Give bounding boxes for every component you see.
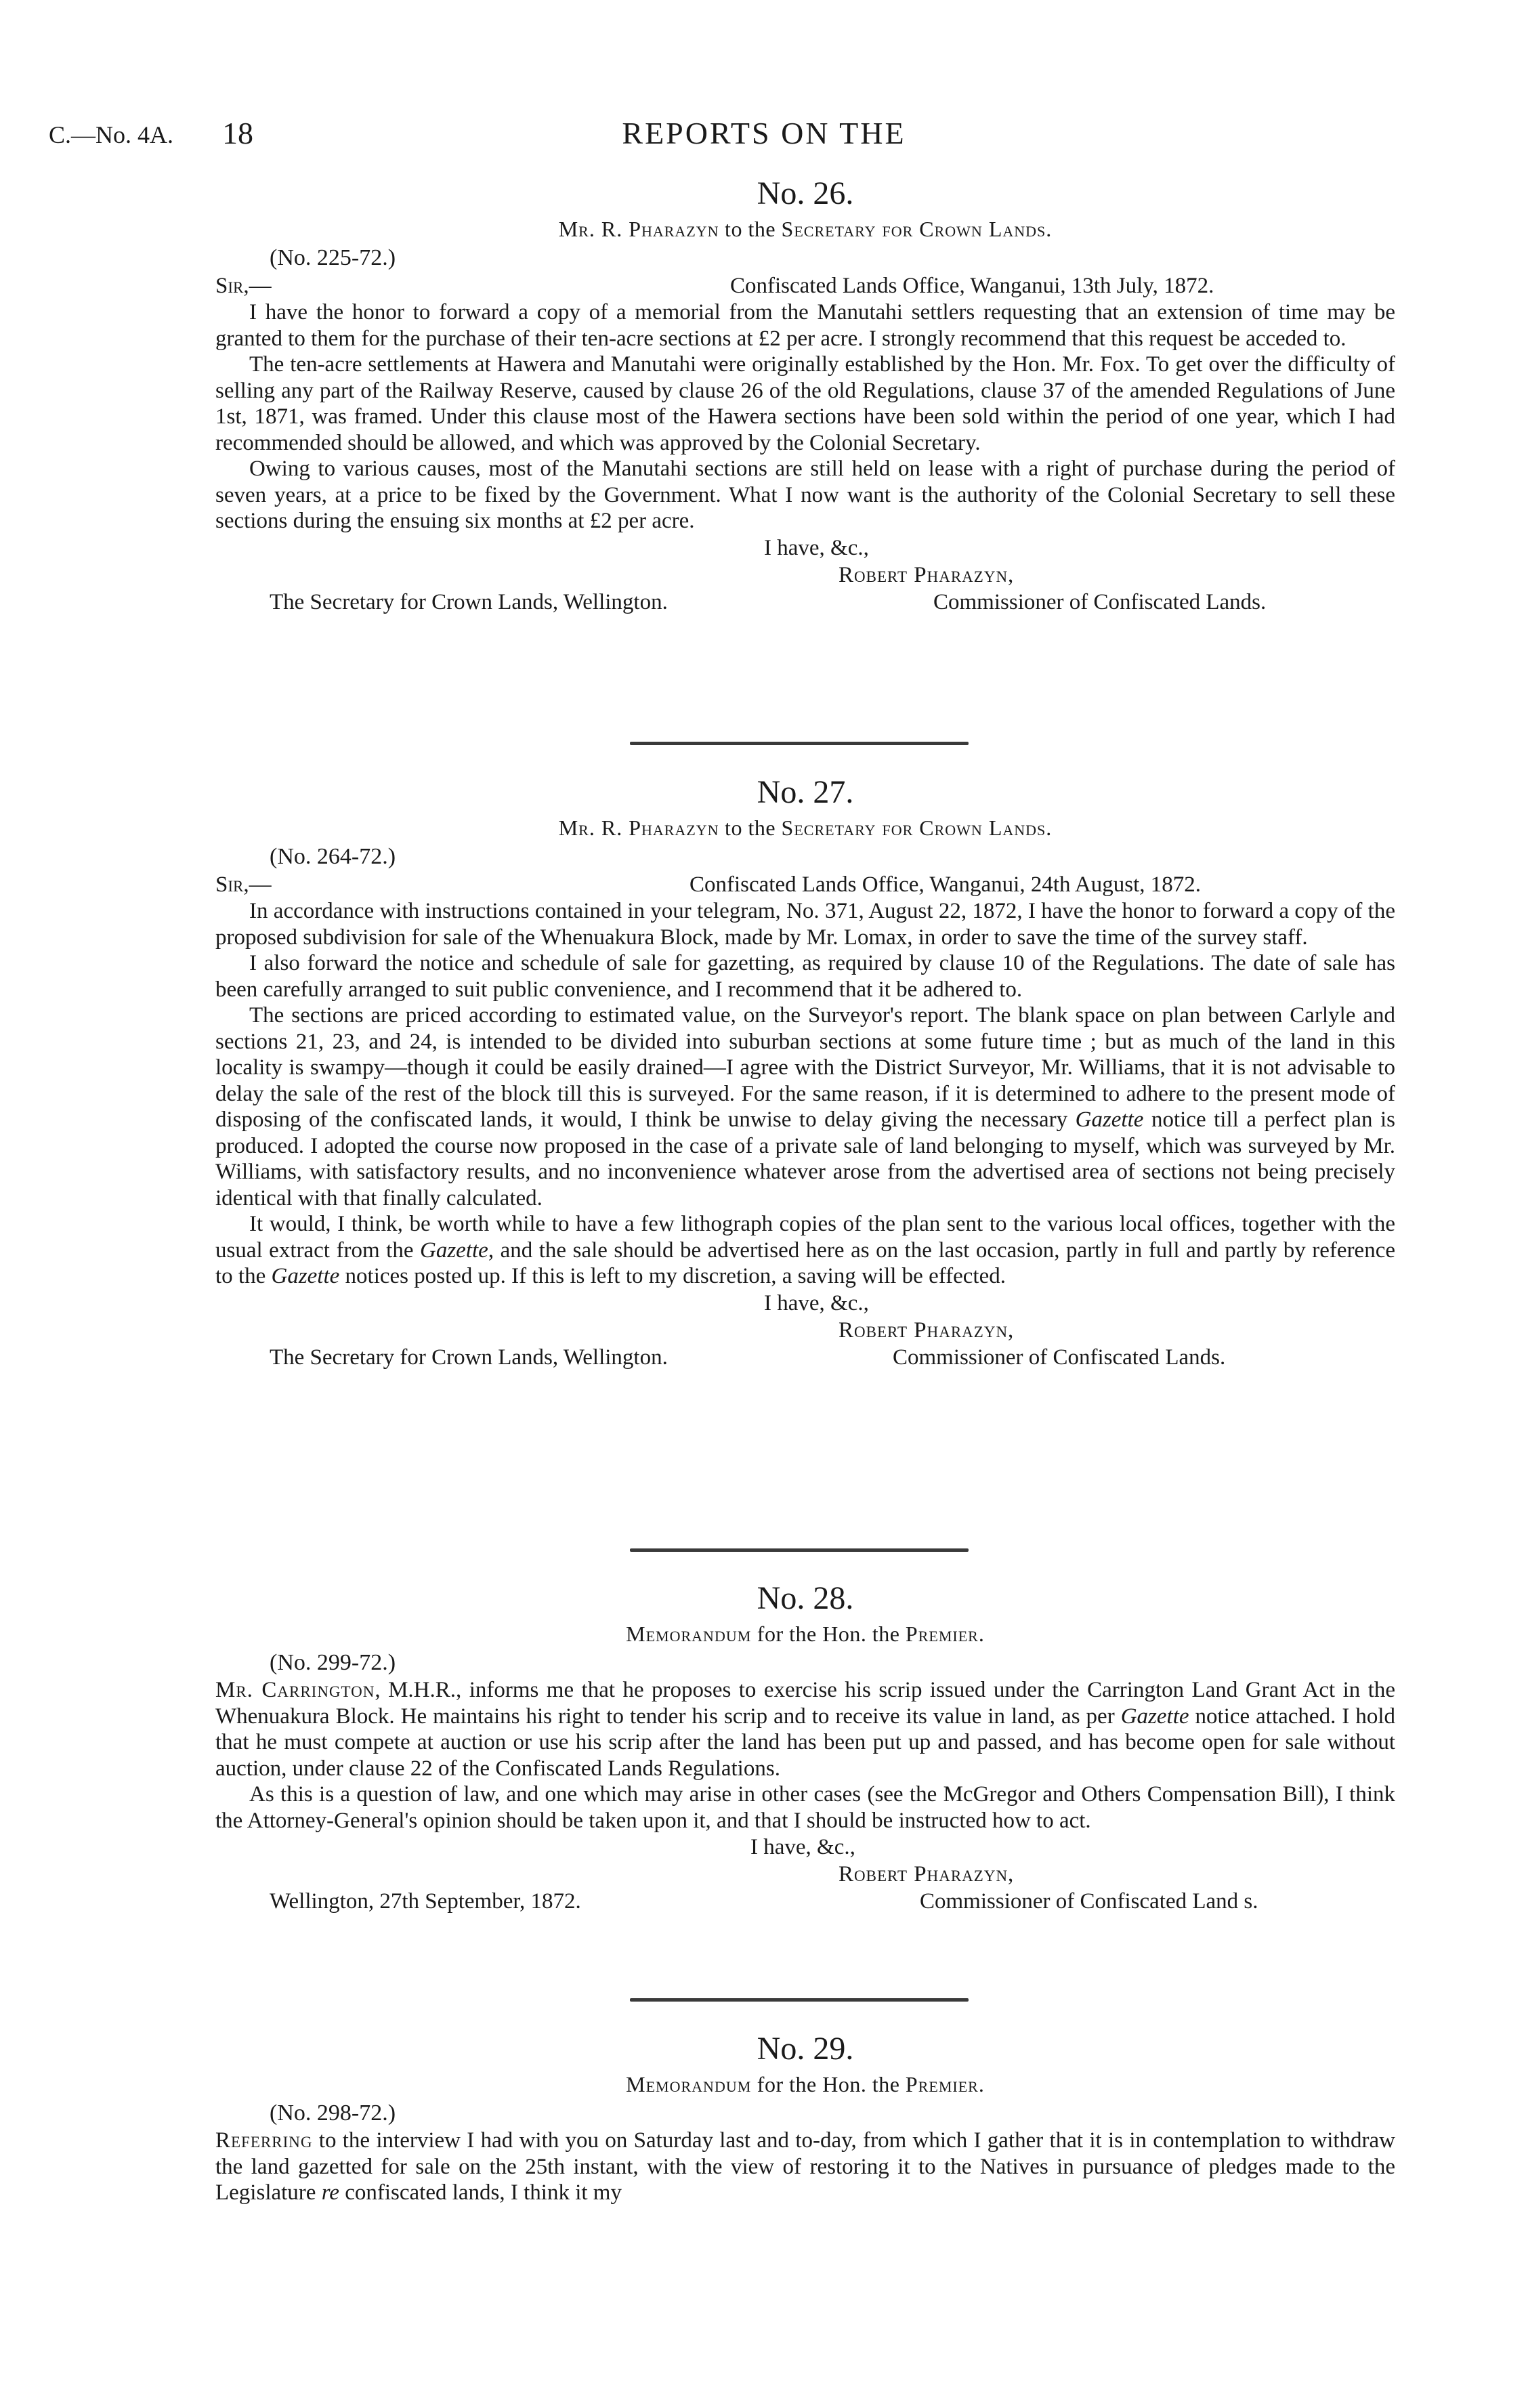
closing: I have, &c., <box>764 1290 869 1315</box>
letter-27 <box>215 772 1395 1371</box>
paragraph <box>215 1677 1395 1781</box>
letter-subtitle: Mr. R. Pharazyn to the Secretary for Crown Lands. <box>558 816 1053 840</box>
paragraph-text: Mr. Carrington, M.H.R., informs me that he proposes to exercise his scrip issued under the Carrington Land Grant Act in the Whenuakura Block. He maintains his right to tender his scrip and to receive its value in land, as per Gazette notice attached. I hold that he must compete at auction or use his scrip after the land has been put up and passed, and has become open for sale without auction, under clause 22 of the Confiscated Lands Regulations. <box>215 1678 1396 1781</box>
paragraph-text: The sections are priced according to estimated value, on the Surveyor's report. The blank space on plan between Carlyle and sections 21, 23, and 24, is intended to be divided into suburban sections at some future time ; but as much of the land in this locality is swampy—though it could be easily drained—I agree with the District Surveyor, Mr. Williams, that it is not advisable to delay the sale of the rest of the block till this is surveyed. For the same reason, if it is determined to adhere to the present mode of disposing of the confiscated lands, it would, I think be unwise to delay giving the necessary Gazette notice till a perfect plan is produced. I adopted the course now proposed in the case of a private sale of land belonging to myself, which was surveyed by Mr. Williams, with satisfactory results, and no inconvenience whatever arose from the advertised area of sections not being precisely identical with that finally calculated. <box>215 1003 1395 1210</box>
page-number: 18 <box>222 116 253 150</box>
addressee: Wellington, 27th September, 1872. <box>270 1889 581 1914</box>
letter-number: No. 27. <box>757 774 854 810</box>
dateline: Confiscated Lands Office, Wanganui, 24th August, 1872. <box>689 872 1202 897</box>
addressee: The Secretary for Crown Lands, Wellington. <box>270 1345 668 1370</box>
paragraph <box>215 1002 1395 1211</box>
section-divider <box>630 1548 969 1552</box>
letter-number: No. 29. <box>757 2031 854 2067</box>
signer-title: Commissioner of Confiscated Lands. <box>893 1345 1226 1370</box>
letter-subtitle: Memorandum for the Hon. the Premier. <box>626 1622 985 1646</box>
letter-subtitle: Mr. R. Pharazyn to the Secretary for Crown Lands. <box>558 217 1053 241</box>
paragraph: Owing to various causes, most of the Manutahi sections are still held on lease with a right of purchase during the period of seven years, at a price to be fixed by the Government. What I now want is the authority of the Colonial Secretary to sell these sections during the ensuing six months at £2 per acre. <box>215 457 1395 533</box>
signer-name: Robert Pharazyn, <box>839 562 1015 587</box>
signature-block <box>215 1290 1395 1371</box>
signature-block <box>215 1834 1395 1915</box>
closing: I have, &c., <box>764 535 869 560</box>
paragraph <box>215 1211 1395 1290</box>
letter-number: No. 28. <box>757 1580 854 1616</box>
paragraph: The ten-acre settlements at Hawera and Manutahi were originally established by the Hon. Mr. Fox. To get over the difficulty of selling any part of the Railway Reserve, caused by clause 26 of the old Regulations, clause 37 of the amended Regulations of June 1st, 1871, was framed. Under this clause most of the Hawera sections have been sold within the period of one year, which I had recommended should be allowed, and which was approved by the Colonial Secretary. <box>215 352 1395 455</box>
letter-number: No. 26. <box>757 175 854 211</box>
paragraph: In accordance with instructions contained in your telegram, No. 371, August 22, 1872, I have the honor to forward a copy of the proposed subdivision for sale of the Whenuakura Block, made by Mr. Lomax, in order to save the time of the survey staff. <box>215 899 1395 950</box>
letter-reference: (No. 264-72.) <box>270 844 396 869</box>
dateline: Confiscated Lands Office, Wanganui, 13th July, 1872. <box>730 274 1214 298</box>
paragraph: I also forward the notice and schedule of sale for gazetting, as required by clause 10 of the Regulations. The date of sale has been carefully arranged to suit public convenience, and I recommend that it be adhered to. <box>215 951 1395 1002</box>
paragraph: I have the honor to forward a copy of a memorial from the Manutahi settlers requesting that an extension of time may be granted to them for the purchase of their ten-acre sections at £2 per acre. I strongly recommend that this request be acceded to. <box>215 300 1395 351</box>
paragraph <box>215 2128 1395 2206</box>
salutation-line <box>215 871 1395 898</box>
letter-subtitle: Memorandum for the Hon. the Premier. <box>626 2072 985 2096</box>
signer-title: Commissioner of Confiscated Lands. <box>933 589 1267 614</box>
addressee: The Secretary for Crown Lands, Wellington. <box>270 589 668 614</box>
signer-title: Commissioner of Confiscated Land s. <box>920 1889 1258 1914</box>
memorandum-29 <box>215 2029 1395 2206</box>
letter-reference: (No. 225-72.) <box>270 245 396 270</box>
signer-name: Robert Pharazyn, <box>839 1862 1015 1886</box>
salutation: Sir,— <box>215 274 272 298</box>
letter-reference: (No. 299-72.) <box>270 1650 396 1675</box>
paragraph-text: Referring to the interview I had with you on Saturday last and to-day, from which I gather that it is in contemplation to withdraw the land gazetted for sale on the 25th instant, with the view of restoring it to the Natives in pursuance of pledges made to the Legislature re confiscated lands, I think it my <box>215 2128 1395 2205</box>
paragraph-text: It would, I think, be worth while to have a few lithograph copies of the plan sent to the various local offices, together with the usual extract from the Gazette, and the sale should be advertised here as on the last occasion, partly in full and partly by reference to the Gazette notices posted up. If this is left to my discretion, a saving will be effected. <box>215 1212 1395 1288</box>
section-divider <box>630 742 969 745</box>
memorandum-28 <box>215 1578 1395 1915</box>
letter-reference: (No. 298-72.) <box>270 2100 396 2126</box>
salutation-line <box>215 272 1395 299</box>
letter-26 <box>215 173 1395 616</box>
signer-name: Robert Pharazyn, <box>839 1317 1015 1343</box>
salutation: Sir,— <box>215 872 272 897</box>
section-divider <box>630 1998 969 2002</box>
running-head <box>0 115 1528 156</box>
page-reference: C.—No. 4A. <box>49 121 174 148</box>
signature-block <box>215 534 1395 616</box>
paragraph: As this is a question of law, and one which may arise in other cases (see the McGregor and Others Compensation Bill), I think the Attorney-General's opinion should be taken upon it, and that I should be instructed how to act. <box>215 1782 1395 1833</box>
page-heading: REPORTS ON THE <box>622 116 906 150</box>
closing: I have, &c., <box>750 1835 855 1859</box>
